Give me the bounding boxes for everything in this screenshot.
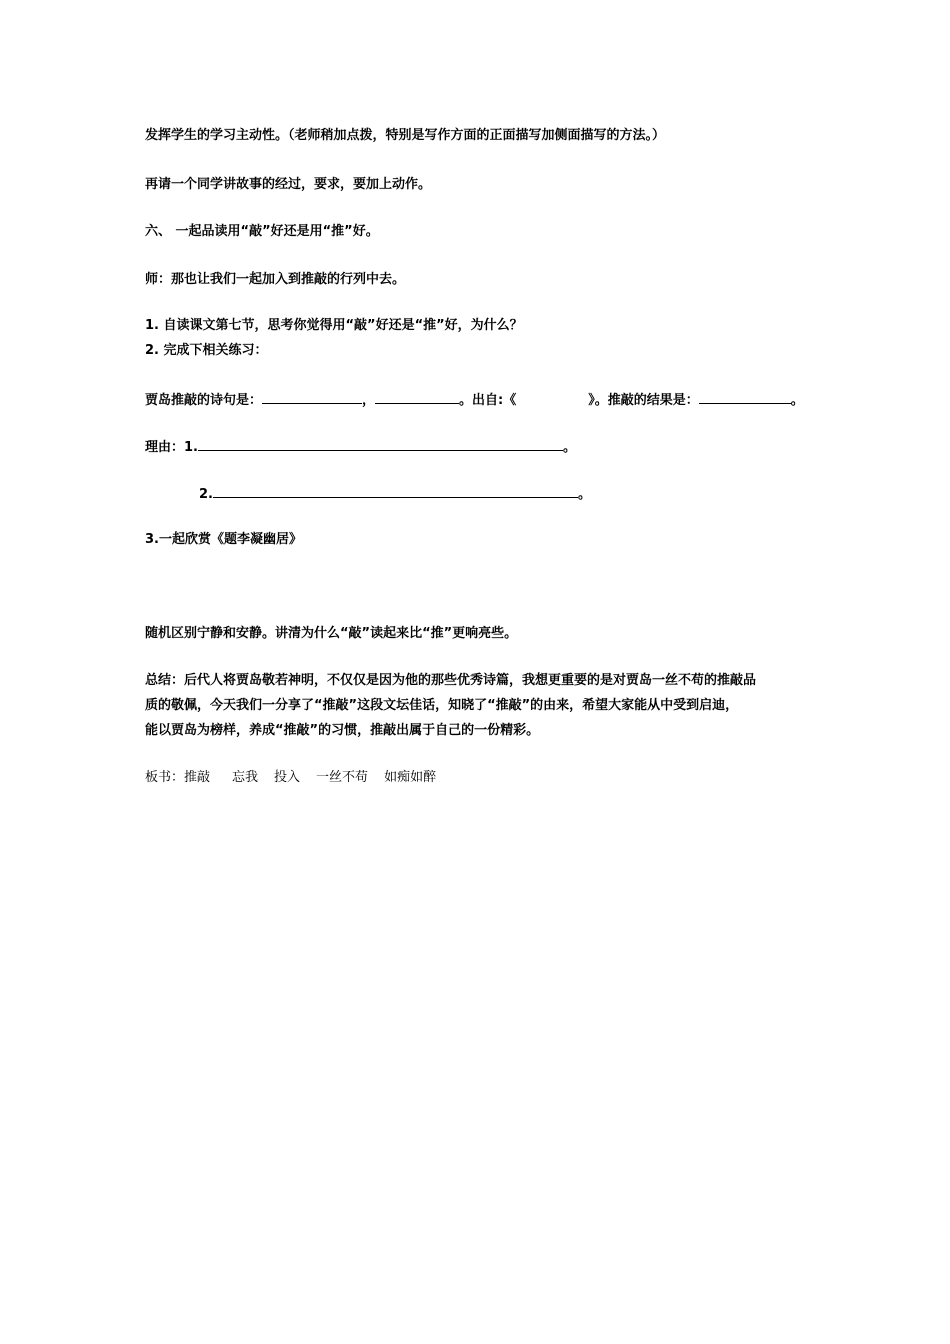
paragraph-teacher-guidance: 发挥学生的学习主动性。（老师稍加点拨，特别是写作方面的正面描写加侧面描写的方法。） [145, 128, 666, 143]
source-suffix: 》。 [588, 393, 608, 408]
paragraph-teacher-invite: 师：那也让我们一起加入到推敲的行列中去。 [145, 272, 406, 287]
board-label: 板书：推敲 [145, 770, 211, 785]
exercise-prefix: 贾岛推敲的诗句是： [145, 393, 263, 408]
reason-prefix-2: 2. [199, 487, 213, 502]
board-item: 一丝不苟 [316, 770, 369, 785]
board-notes [145, 770, 436, 786]
summary-line-3: 能以贾岛为榜样，养成“推敲”的习惯，推敲出属于自己的一份精彩。 [145, 723, 540, 738]
board-item: 如痴如醉 [384, 770, 437, 785]
reason-end-1: 。 [562, 440, 576, 455]
summary-line-2: 质的敬佩，今天我们一分享了“推敲”这段文坛佳话，知晓了“推敲”的由来，希望大家能从中受到启迪， [145, 698, 739, 713]
reason-line-2 [199, 485, 591, 503]
reason-prefix-1: 理由：1. [145, 440, 198, 455]
summary-line-1: 总结：后代人将贾岛敬若神明，不仅仅是因为他的那些优秀诗篇，我想更重要的是对贾岛一丝不苟的推敲品 [145, 673, 757, 688]
reason-blank-2[interactable] [213, 485, 578, 498]
reason-end-2: 。 [577, 487, 591, 502]
exercise-period-1: 。 [459, 393, 473, 408]
board-item: 投入 [274, 770, 301, 785]
paragraph-distinguish: 随机区别宁静和安静。讲清为什么“敲”读起来比“推”更响亮些。 [145, 626, 518, 641]
reason-blank-1[interactable] [198, 438, 563, 451]
source-prefix: 出自:《 [472, 393, 517, 408]
poem-line-blank-1[interactable] [262, 391, 362, 404]
exercise-comma: ， [362, 393, 376, 408]
poem-line-blank-2[interactable] [375, 391, 459, 404]
result-blank[interactable] [699, 391, 791, 404]
exercise-period-2: 。 [790, 393, 804, 408]
exercise-fill-in-line [145, 391, 804, 409]
section-heading-six: 六、 一起品读用“敲”好还是用“推”好。 [145, 224, 379, 239]
poem-appreciation-heading: 3.一起欣赏《题李凝幽居》 [145, 532, 302, 547]
board-item: 忘我 [232, 770, 259, 785]
result-prefix: 推敲的结果是： [607, 393, 699, 408]
task-item-2: 2. 完成下相关练习： [145, 343, 268, 358]
reason-line-1 [145, 438, 576, 456]
task-item-1: 1. 自读课文第七节，思考你觉得用“敲”好还是“推”好，为什么？ [145, 318, 523, 333]
paragraph-retell-story: 再请一个同学讲故事的经过，要求，要加上动作。 [145, 177, 432, 192]
